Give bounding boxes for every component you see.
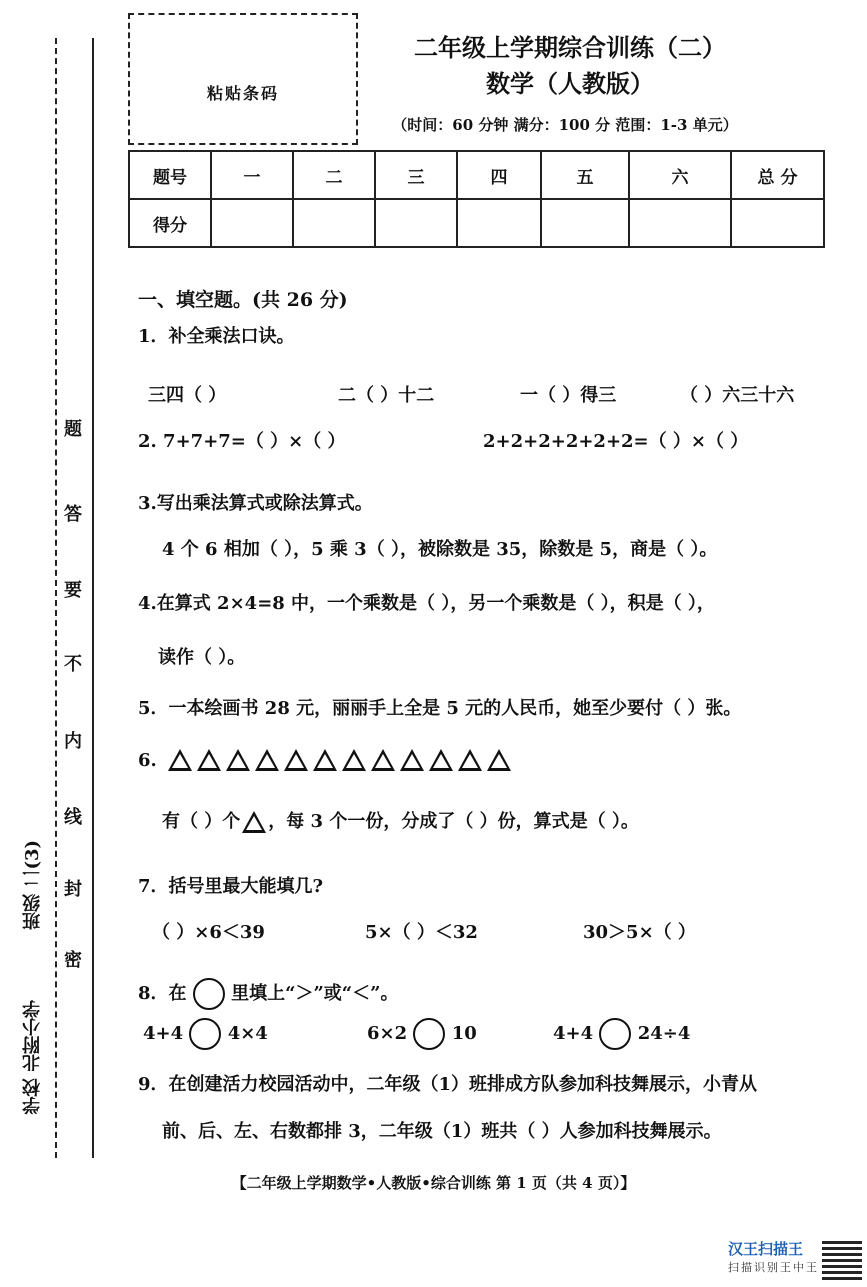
triangle-icon — [242, 811, 266, 833]
q6-line-b: ，每 3 个一份，分成了（ ）份，算式是（ ）。 — [268, 811, 639, 832]
score-input-cell[interactable] — [731, 199, 824, 247]
compare-circle[interactable] — [413, 1018, 445, 1050]
triangle-icon — [284, 749, 308, 771]
seal-char: 密 — [64, 950, 82, 971]
page-footer: 【二年级上学期数学•人教版•综合训练 第 1 页（共 4 页）】 — [231, 1174, 636, 1192]
table-row — [129, 199, 824, 247]
scanner-sub: 扫描识别王中王 — [728, 1261, 819, 1274]
seal-char: 题 — [64, 419, 82, 440]
triangle-icon — [342, 749, 366, 771]
table-cell: 总 分 — [731, 151, 824, 199]
circle-icon — [193, 978, 225, 1010]
table-cell: 五 — [541, 151, 629, 199]
q1-item: 一（ ）得三 — [520, 385, 617, 406]
table-cell: 题号 — [129, 151, 211, 199]
question-4-line2: 读作（ ）。 — [158, 647, 246, 668]
triangle-icon — [197, 749, 221, 771]
triangle-icon — [458, 749, 482, 771]
triangle-icon — [487, 749, 511, 771]
table-cell: 一 — [211, 151, 293, 199]
triangle-row — [168, 749, 516, 771]
q1-item: 二（ ）十二 — [338, 385, 435, 406]
q8-right: 24÷4 — [637, 1023, 691, 1044]
exam-info: （时间：60 分钟 满分：100 分 范围：1-3 单元） — [392, 116, 738, 134]
question-3-line: 4 个 6 相加（ ），5 乘 3（ ），被除数是 35，除数是 5，商是（ ）。 — [162, 539, 718, 560]
q8-item — [143, 1018, 268, 1050]
scanner-watermark — [728, 1238, 819, 1275]
question-2b: 2+2+2+2+2+2=（ ）×（ ） — [483, 431, 749, 452]
question-8-label — [138, 978, 399, 1010]
qr-code-icon — [822, 1240, 862, 1280]
q8-item — [367, 1018, 477, 1050]
q7-item: （ ）×6＜39 — [152, 922, 265, 943]
q8-label-b: 里填上“＞”或“＜”。 — [231, 983, 399, 1004]
triangle-icon — [400, 749, 424, 771]
q8-left: 4+4 — [143, 1023, 184, 1044]
triangle-icon — [255, 749, 279, 771]
question-3-label: 3.写出乘法算式或除法算式。 — [138, 493, 373, 514]
class-label: 班级 二(3) — [22, 840, 43, 930]
score-input-cell[interactable] — [211, 199, 293, 247]
q6-line-a: 有（ ）个 — [162, 811, 241, 832]
triangle-icon — [226, 749, 250, 771]
question-1-label: 1．补全乘法口诀。 — [138, 326, 295, 347]
barcode-label: 粘贴条码 — [206, 84, 279, 103]
table-cell: 四 — [457, 151, 541, 199]
question-6-line — [162, 807, 639, 833]
triangle-icon — [429, 749, 453, 771]
triangle-icon — [313, 749, 337, 771]
page-title: 二年级上学期综合训练（二） — [414, 33, 726, 62]
table-cell: 二 — [293, 151, 375, 199]
seal-char: 要 — [64, 580, 82, 601]
compare-circle[interactable] — [189, 1018, 221, 1050]
triangle-icon — [371, 749, 395, 771]
q1-item: （ ）六三十六 — [680, 385, 795, 406]
q8-label-a: 8．在 — [138, 983, 187, 1004]
q8-item — [553, 1018, 690, 1050]
score-input-cell[interactable] — [293, 199, 375, 247]
page-subtitle: 数学（人教版） — [486, 69, 654, 98]
score-input-cell[interactable] — [541, 199, 629, 247]
seal-char: 内 — [64, 731, 82, 752]
table-cell: 三 — [375, 151, 457, 199]
barcode-box — [128, 13, 358, 145]
q8-right: 10 — [451, 1023, 477, 1044]
question-4-line1: 4.在算式 2×4=8 中，一个乘数是（ ），另一个乘数是（ ），积是（ ）， — [138, 593, 715, 614]
school-label: 学校 北附小学 — [22, 1000, 43, 1115]
q1-item: 三四（ ） — [148, 385, 227, 406]
question-2a: 2. 7+7+7=（ ）×（ ） — [138, 431, 346, 452]
seal-char: 封 — [64, 879, 82, 900]
seal-char: 线 — [64, 807, 82, 828]
q8-left: 4+4 — [553, 1023, 594, 1044]
q8-right: 4×4 — [227, 1023, 268, 1044]
triangle-icon — [168, 749, 192, 771]
binding-dashed-line — [55, 38, 57, 1158]
table-row — [129, 151, 824, 199]
question-9-line2: 前、后、左、右数都排 3，二年级（1）班共（ ）人参加科技舞展示。 — [162, 1121, 722, 1142]
q7-item: 5×（ ）＜32 — [365, 922, 478, 943]
question-7-label: 7．括号里最大能填几? — [138, 876, 324, 897]
compare-circle[interactable] — [599, 1018, 631, 1050]
score-input-cell[interactable] — [629, 199, 731, 247]
question-6-label: 6. — [138, 750, 157, 771]
section-heading: 一、填空题。(共 26 分) — [138, 289, 348, 311]
scanner-brand: 汉王扫描王 — [728, 1240, 804, 1258]
question-9-line1: 9．在创建活力校园活动中，二年级（1）班排成方队参加科技舞展示，小青从 — [138, 1074, 758, 1095]
q8-left: 6×2 — [367, 1023, 408, 1044]
seal-char: 不 — [64, 654, 82, 675]
score-input-cell[interactable] — [457, 199, 541, 247]
binding-solid-line — [92, 38, 94, 1158]
score-table — [128, 150, 825, 248]
q7-item: 30＞5×（ ） — [583, 922, 696, 943]
seal-char: 答 — [64, 504, 82, 525]
score-input-cell[interactable] — [375, 199, 457, 247]
table-cell: 六 — [629, 151, 731, 199]
table-cell: 得分 — [129, 199, 211, 247]
question-5: 5．一本绘画书 28 元，丽丽手上全是 5 元的人民币，她至少要付（ ）张。 — [138, 698, 742, 719]
